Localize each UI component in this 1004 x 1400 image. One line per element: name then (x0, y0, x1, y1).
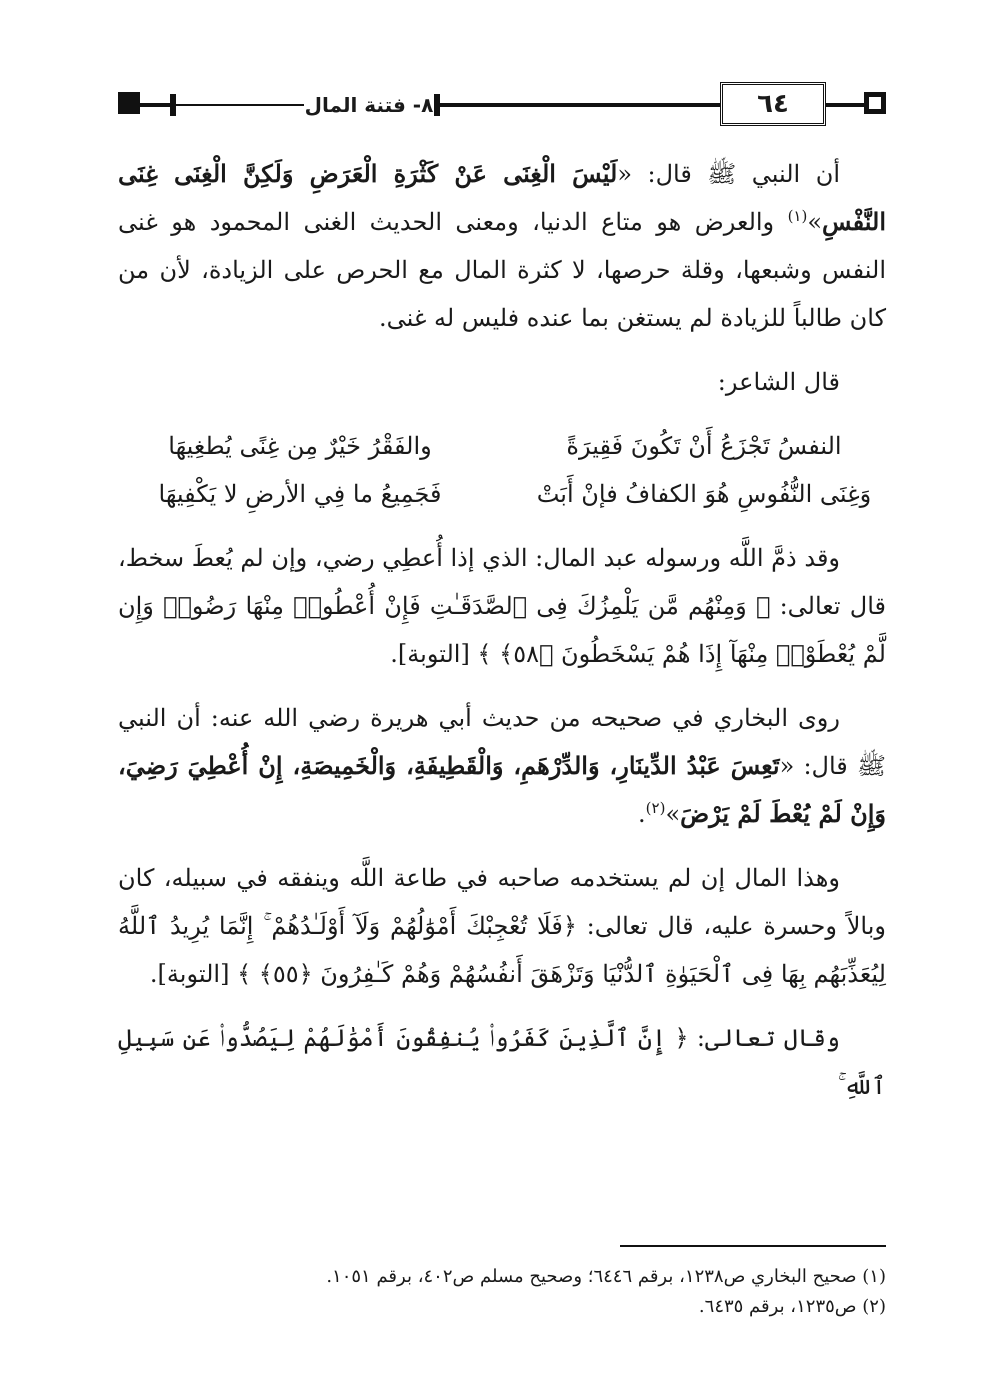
poem-hemistich: وَغِنَى النُّفُوسِ هُوَ الكفافُ فإنْ أَبَتْ (536, 480, 872, 508)
paragraph (118, 150, 886, 342)
text-run: . (638, 800, 646, 828)
text-run: روى البخاري في صحيحه من حديث أبي هريرة رضي الله عنه: أن النبي ﷺ قال: « (118, 704, 886, 780)
paragraph (118, 534, 886, 678)
footnote-ref: (١) (787, 207, 808, 225)
header-rule (440, 103, 720, 107)
header-rule (826, 103, 864, 107)
text-run: وقال تعالى: ﴿ إِنَّ ٱلَّذِينَ كَفَرُوا۟ يُنفِقُونَ أَمْوَٰلَهُمْ لِيَصُدُّوا۟ عَن سَبِيلِ ٱللَّهِ ۚ (118, 1024, 886, 1100)
text-run: وقد ذمَّ اللَّه ورسوله عبد المال: الذي إذا أُعطِي رضي، وإن لم يُعطَ سخط، قال تعالى: ﴿ وَمِنْهُم مَّن يَلْمِزُكَ فِى ٱلصَّدَقَـٰتِ فَإِنْ أُعْطُوا۟ مِنْهَا رَضُوا۟ وَإِن لَّمْ يُعْطَوْا۟ مِنْهَآ إِذَا هُمْ يَسْخَطُونَ ﴿٥٨﴾ ﴾ [التوبة]. (117, 544, 886, 668)
header-ornament-right (864, 92, 886, 114)
header-rule (176, 104, 304, 106)
footnote: (١) صحيح البخاري ص١٢٣٨، برقم ٦٤٤٦؛ وصحيح مسلم ص٤٠٢، برقم ١٠٥١. (326, 1266, 886, 1287)
chapter-title: ٨- فتنة المال (304, 88, 434, 122)
header-ornament-left (118, 92, 140, 114)
footnote: (٢) ص١٢٣٥، برقم ٦٤٣٥. (698, 1296, 886, 1317)
text-run: قال الشاعر: (717, 368, 840, 396)
text-run: وهذا المال إن لم يستخدمه صاحبه في طاعة اللَّه وينفقه في سبيله، كان وبالاً وحسرة عليه، قال تعالى: ﴿فَلَا تُعْجِبْكَ أَمْوَٰلُهُمْ وَلَآ أَوْلَـٰدُهُمْ ۚ إِنَّمَا يُرِيدُ ٱللَّهُ لِيُعَذِّبَهُم بِهَا فِى ٱلْحَيَوٰةِ ٱلدُّنْيَا وَتَزْهَقَ أَنفُسُهُمْ وَهُمْ كَـٰفِرُونَ ﴿٥٥﴾ ﴾ [التوبة]. (118, 864, 886, 988)
paragraph (118, 694, 886, 838)
text-run: » (665, 800, 681, 828)
footnote-separator (620, 1245, 886, 1247)
paragraph (118, 854, 886, 998)
footnotes (118, 1262, 886, 1322)
hadith-text: تَعِسَ عَبْدُ الدِّينَارِ، وَالدِّرْهَمِ، وَالْقَطِيفَةِ، وَالْخَمِيصَةِ، إِنْ أُعْطِيَ رَضِيَ، وَإِنْ لَمْ يُعْطَ لَمْ يَرْضَ (118, 751, 886, 828)
paragraph (118, 358, 886, 406)
text-run: والعرض هو متاع الدنيا، ومعنى الحديث الغنى المحمود هو غنى النفس وشبعها، وقلة حرصها، لا كثرة المال مع الحرص على الزيادة، لأن من كان طالباً للزيادة لم يستغن بما عنده فليس له غنى. (118, 208, 886, 332)
page-header (118, 80, 886, 130)
text-run: » (807, 208, 823, 236)
poem-hemistich: فَجَمِيعُ ما فِي الأرضِ لا يَكْفِيهَا (158, 480, 442, 508)
paragraph (118, 1014, 886, 1110)
footnote-ref: (٢) (645, 799, 666, 817)
poem-hemistich: النفسُ تَجْزَعُ أَنْ تَكُونَ فَقِيرَةً (566, 432, 842, 460)
text-run: أن النبي ﷺ قال: « (617, 160, 840, 188)
page-body (118, 150, 886, 1126)
header-rule (140, 103, 170, 107)
hadith-text: لَيْسَ الْغِنَى عَنْ كَثْرَةِ الْعَرَضِ وَلَكِنَّ الْغِنَى غِنَى النَّفْسِ (118, 159, 886, 236)
page-number: ٦٤ (720, 82, 826, 126)
poem-hemistich: والفَقْرُ خَيْرٌ مِن غِنًى يُطغِيهَا (168, 432, 432, 460)
poem (118, 422, 886, 518)
